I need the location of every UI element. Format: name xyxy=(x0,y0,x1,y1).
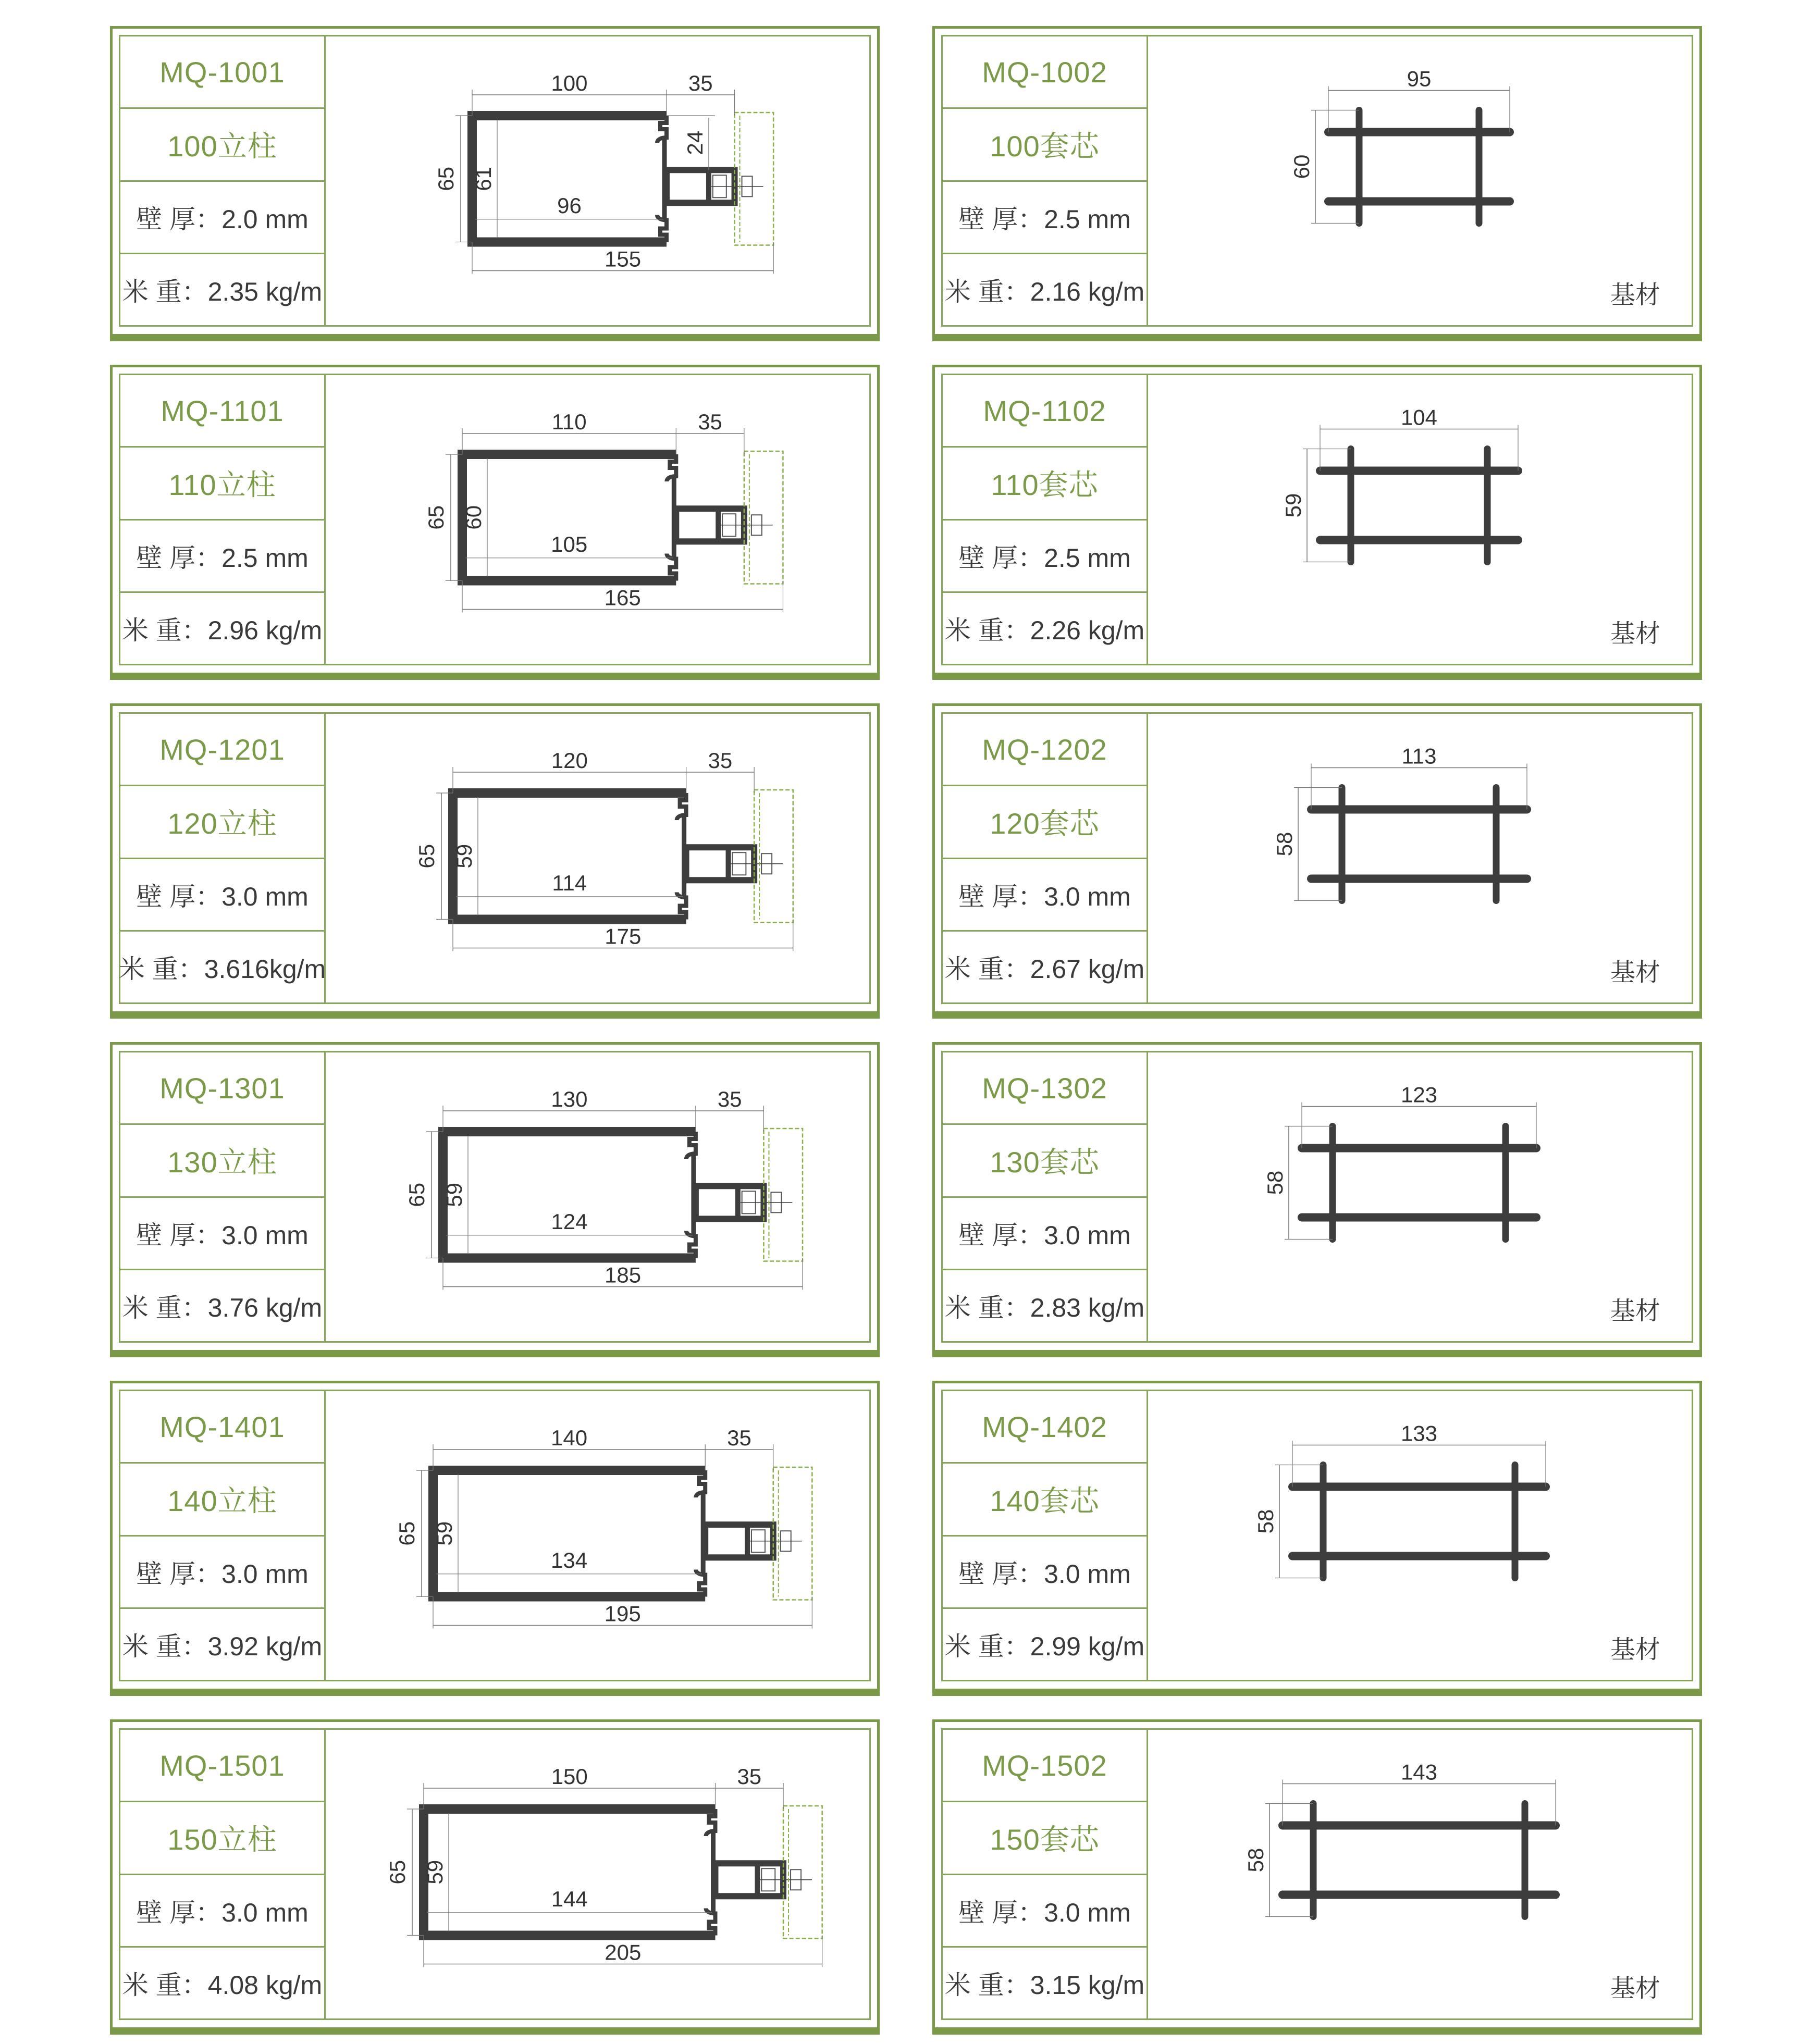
core-profile xyxy=(1289,67,1510,224)
mullion-profile xyxy=(395,1426,812,1628)
wall-thickness: 壁 厚：3.0 mm xyxy=(943,859,1147,932)
wall-thickness: 壁 厚：2.0 mm xyxy=(120,182,324,254)
profile-drawing xyxy=(1148,36,1692,325)
card-frame xyxy=(941,1051,1693,1343)
profile-card-mq-1001 xyxy=(110,26,880,334)
product-name: 120套芯 xyxy=(943,786,1147,859)
weight-per-meter: 米 重：3.76 kg/m xyxy=(122,1293,323,1322)
material-label: 基材 xyxy=(1610,959,1660,986)
product-code: MQ-1002 xyxy=(943,36,1147,109)
dimension-label: 58 xyxy=(1243,1848,1268,1873)
mullion-profile xyxy=(385,1764,822,1967)
dimension-label: 35 xyxy=(717,1087,742,1111)
card-frame xyxy=(119,712,871,1004)
dimension-label: 205 xyxy=(605,1940,642,1965)
card-frame xyxy=(119,1051,871,1343)
product-code: MQ-1301 xyxy=(120,1052,324,1125)
spec-table xyxy=(943,375,1148,664)
weight-per-meter: 米 重：3.15 kg/m xyxy=(944,1970,1145,2000)
profile-drawing xyxy=(1148,714,1692,1002)
mounting-plate xyxy=(773,1467,812,1600)
profile-card-mq-1502 xyxy=(932,1719,1702,2027)
dimension-label: 35 xyxy=(688,71,713,95)
card-frame xyxy=(119,374,871,665)
core-profile xyxy=(1272,744,1527,901)
weight-per-meter: 米 重：2.67 kg/m xyxy=(944,954,1145,984)
profile-drawing xyxy=(1148,1730,1692,2018)
mounting-plate xyxy=(754,790,793,922)
dimension-label: 60 xyxy=(461,505,486,530)
spec-table xyxy=(943,36,1148,325)
product-name: 100立柱 xyxy=(120,109,324,181)
core-profile xyxy=(1243,1760,1556,1917)
card-frame xyxy=(119,1390,871,1681)
product-code: MQ-1202 xyxy=(943,714,1147,786)
dimension-label: 35 xyxy=(698,410,722,434)
wall-thickness: 壁 厚：3.0 mm xyxy=(120,1198,324,1270)
product-code: MQ-1102 xyxy=(943,375,1147,448)
profile-drawing xyxy=(1148,1391,1692,1680)
product-code: MQ-1101 xyxy=(120,375,324,448)
technical-drawing xyxy=(326,714,872,995)
dimension-label: 59 xyxy=(1281,493,1305,518)
dimension-label: 134 xyxy=(551,1547,588,1572)
dimension-label: 58 xyxy=(1253,1509,1278,1534)
material-label: 基材 xyxy=(1610,1975,1660,2002)
profile-body xyxy=(462,454,676,580)
product-code: MQ-1501 xyxy=(120,1730,324,1802)
profile-card-mq-1101 xyxy=(110,365,880,673)
spec-table xyxy=(943,1052,1148,1341)
dimension-label: 165 xyxy=(604,585,641,610)
weight-per-meter: 米 重：4.08 kg/m xyxy=(122,1970,323,2000)
profile-drawing xyxy=(326,375,869,664)
spec-table xyxy=(943,1391,1148,1680)
technical-drawing xyxy=(326,1391,872,1673)
profile-drawing xyxy=(326,36,869,325)
dimension-label: 104 xyxy=(1400,405,1438,430)
product-name: 140立柱 xyxy=(120,1464,324,1536)
spec-table xyxy=(120,1391,326,1680)
wall-thickness: 壁 厚：2.5 mm xyxy=(943,182,1147,254)
dimension-label: 113 xyxy=(1401,744,1437,769)
dimension-label: 114 xyxy=(552,870,587,895)
material-label: 基材 xyxy=(1610,281,1660,309)
dimension-label: 24 xyxy=(682,130,707,155)
dimension-label: 65 xyxy=(385,1860,410,1885)
dimension-label: 96 xyxy=(557,193,582,218)
mullion-profile xyxy=(404,1087,803,1290)
dimension-label: 59 xyxy=(452,844,476,869)
product-code: MQ-1201 xyxy=(120,714,324,786)
profile-card-mq-1301 xyxy=(110,1042,880,1350)
technical-drawing xyxy=(326,1052,872,1334)
dimension-label: 35 xyxy=(727,1426,751,1450)
wall-thickness: 壁 厚：3.0 mm xyxy=(120,859,324,932)
dimension-label: 65 xyxy=(434,166,458,191)
spec-table xyxy=(120,375,326,664)
material-label: 基材 xyxy=(1610,620,1660,648)
product-name: 120立柱 xyxy=(120,786,324,859)
product-code: MQ-1401 xyxy=(120,1391,324,1464)
material-label: 基材 xyxy=(1610,1297,1660,1325)
weight-per-meter: 米 重：3.616kg/m xyxy=(118,954,326,984)
product-name: 140套芯 xyxy=(943,1464,1147,1536)
product-code: MQ-1302 xyxy=(943,1052,1147,1125)
spec-table xyxy=(120,1052,326,1341)
card-frame xyxy=(941,35,1693,327)
product-name: 110套芯 xyxy=(943,448,1147,520)
dimension-label: 61 xyxy=(471,166,496,191)
profile-card-mq-1002 xyxy=(932,26,1702,334)
dimension-label: 59 xyxy=(442,1182,466,1207)
profile-body xyxy=(433,1470,705,1596)
weight-per-meter: 米 重：2.99 kg/m xyxy=(944,1631,1145,1661)
profile-card-mq-1102 xyxy=(932,365,1702,673)
weight-per-meter: 米 重：2.35 kg/m xyxy=(122,277,323,306)
profile-drawing xyxy=(1148,375,1692,664)
mullion-profile xyxy=(414,748,793,951)
dimension-label: 195 xyxy=(604,1601,641,1626)
dimension-label: 65 xyxy=(414,844,439,869)
dimension-label: 155 xyxy=(605,246,642,271)
technical-drawing xyxy=(326,36,872,318)
material-label: 基材 xyxy=(1610,1636,1660,1664)
card-frame xyxy=(941,712,1693,1004)
dimension-label: 110 xyxy=(551,410,587,434)
weight-per-meter: 米 重：3.92 kg/m xyxy=(122,1631,323,1661)
weight-per-meter: 米 重：2.83 kg/m xyxy=(944,1293,1145,1322)
wall-thickness: 壁 厚：2.5 mm xyxy=(943,521,1147,593)
dimension-label: 143 xyxy=(1400,1760,1438,1785)
product-code: MQ-1402 xyxy=(943,1391,1147,1464)
wall-thickness: 壁 厚：3.0 mm xyxy=(943,1875,1147,1948)
spec-table xyxy=(120,1730,326,2018)
profile-card-mq-1402 xyxy=(932,1381,1702,1689)
card-frame xyxy=(119,35,871,327)
profile-drawing xyxy=(326,1052,869,1341)
dimension-label: 120 xyxy=(551,748,588,773)
mounting-plate xyxy=(783,1806,822,1938)
dimension-label: 144 xyxy=(551,1886,588,1911)
card-frame xyxy=(941,1390,1693,1681)
dimension-label: 140 xyxy=(551,1426,588,1450)
dimension-label: 58 xyxy=(1263,1170,1287,1195)
dimension-label: 65 xyxy=(395,1521,419,1546)
wall-thickness: 壁 厚：2.5 mm xyxy=(120,521,324,593)
card-frame xyxy=(119,1728,871,2020)
wall-thickness: 壁 厚：3.0 mm xyxy=(943,1537,1147,1609)
profile-drawing xyxy=(1148,1052,1692,1341)
mounting-plate xyxy=(735,113,774,245)
mounting-plate xyxy=(763,1129,803,1261)
mounting-plate xyxy=(744,451,783,584)
card-frame xyxy=(941,1728,1693,2020)
spec-table xyxy=(120,714,326,1002)
card-frame xyxy=(941,374,1693,665)
wall-thickness: 壁 厚：3.0 mm xyxy=(120,1537,324,1609)
product-name: 150套芯 xyxy=(943,1802,1147,1875)
profile-body xyxy=(443,1132,696,1258)
spec-table xyxy=(943,1730,1148,2018)
product-code: MQ-1001 xyxy=(120,36,324,109)
spec-table xyxy=(120,36,326,325)
profile-card-mq-1201 xyxy=(110,703,880,1011)
spec-table xyxy=(943,714,1148,1002)
dimension-label: 150 xyxy=(551,1764,588,1789)
dimension-label: 130 xyxy=(551,1087,588,1111)
dimension-label: 124 xyxy=(551,1209,588,1234)
profile-body xyxy=(453,793,686,919)
dimension-label: 123 xyxy=(1400,1082,1438,1107)
product-code: MQ-1502 xyxy=(943,1730,1147,1802)
technical-drawing xyxy=(326,375,872,656)
product-name: 110立柱 xyxy=(120,448,324,520)
dimension-label: 65 xyxy=(424,505,448,530)
product-name: 130套芯 xyxy=(943,1125,1147,1197)
profile-card-mq-1501 xyxy=(110,1719,880,2027)
profile-card-mq-1401 xyxy=(110,1381,880,1689)
dimension-label: 59 xyxy=(432,1521,457,1546)
mullion-profile xyxy=(424,410,783,612)
mullion-profile xyxy=(434,71,773,274)
technical-drawing xyxy=(326,1730,872,2011)
profile-body xyxy=(472,116,667,242)
dimension-label: 95 xyxy=(1407,66,1432,91)
dimension-label: 175 xyxy=(605,924,642,949)
dimension-label: 105 xyxy=(551,531,588,556)
wall-thickness: 壁 厚：3.0 mm xyxy=(120,1875,324,1948)
core-profile xyxy=(1253,1421,1546,1578)
dimension-label: 35 xyxy=(737,1764,762,1789)
dimension-label: 185 xyxy=(604,1262,642,1287)
weight-per-meter: 米 重：2.96 kg/m xyxy=(122,615,323,645)
product-name: 150立柱 xyxy=(120,1802,324,1875)
profile-drawing xyxy=(326,714,869,1002)
profile-drawing xyxy=(326,1391,869,1680)
dimension-label: 65 xyxy=(404,1182,429,1207)
dimension-label: 133 xyxy=(1400,1421,1438,1446)
core-profile xyxy=(1281,405,1518,562)
weight-per-meter: 米 重：2.26 kg/m xyxy=(944,615,1145,645)
profile-card-mq-1302 xyxy=(932,1042,1702,1350)
profile-drawing xyxy=(326,1730,869,2018)
dimension-label: 35 xyxy=(708,748,733,773)
dimension-label: 59 xyxy=(423,1860,447,1885)
wall-thickness: 壁 厚：3.0 mm xyxy=(943,1198,1147,1270)
profile-body xyxy=(424,1809,716,1935)
profile-card-mq-1202 xyxy=(932,703,1702,1011)
dimension-label: 60 xyxy=(1289,154,1314,179)
dimension-label: 58 xyxy=(1272,832,1297,857)
product-name: 100套芯 xyxy=(943,109,1147,181)
product-name: 130立柱 xyxy=(120,1125,324,1197)
core-profile xyxy=(1263,1083,1536,1240)
weight-per-meter: 米 重：2.16 kg/m xyxy=(944,277,1145,306)
dimension-label: 100 xyxy=(551,71,588,95)
